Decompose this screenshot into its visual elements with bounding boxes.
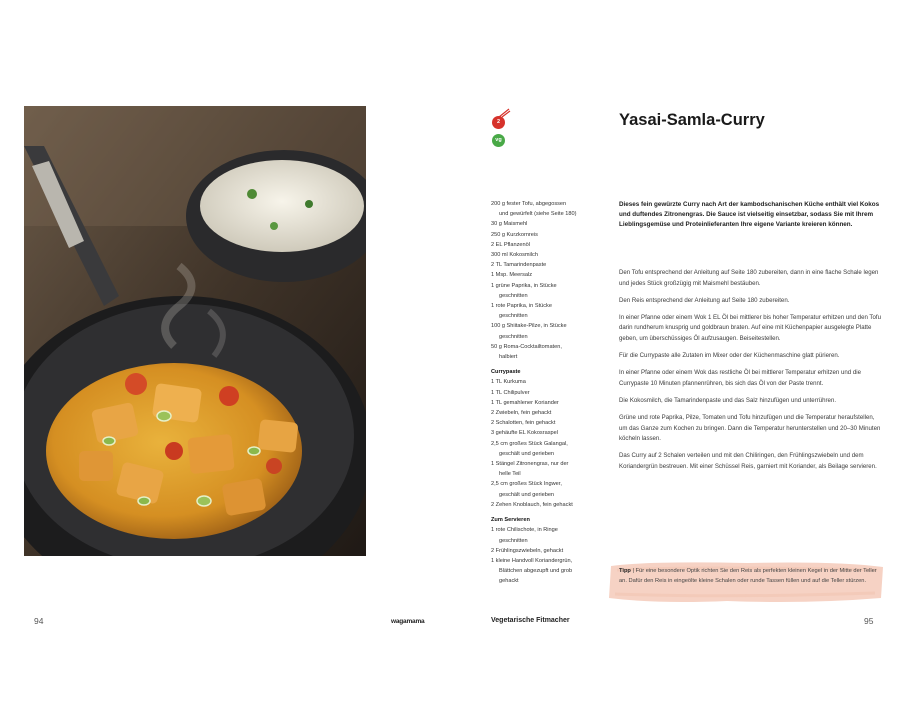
ingredient-line: 1 Msp. Meersalz [491, 272, 533, 279]
serve-heading: Zum Servieren [491, 517, 530, 524]
paste-line: 1 TL Chilipulver [491, 389, 530, 396]
paste-line: 2 Schalotten, fein gehackt [491, 420, 556, 427]
tip-separator: | [632, 568, 634, 574]
tip-text-block [619, 566, 877, 586]
ingredient-line: geschnitten [499, 292, 528, 299]
ingredient-line: geschnitten [499, 333, 528, 340]
method-step: Das Curry auf 2 Schalen verteilen und mit den Chiliringen, den Frühlingszwiebeln und dem Koriandergrün bestreuen. Mit einer Schüssel Reis, garniert mit Koriander, als Beilage servieren. [619, 452, 877, 470]
method-step: Grüne und rote Paprika, Pilze, Tomaten und Tofu hinzufügen und die Temperatur heraufstellen, um das Ganze zum Kochen zu bringen. Dann die Temperatur herunterstellen und 20–30 Minuten köcheln lassen. [619, 413, 881, 443]
paste-line: geschält und gerieben [499, 491, 555, 498]
paste-line: 1 TL Kurkuma [491, 379, 526, 386]
vegan-badge: vg [492, 134, 505, 147]
ingredient-line: 30 g Maismehl [491, 221, 528, 228]
ingredient-line: 250 g Kurzkornreis [491, 231, 538, 238]
serve-line: geschnitten [499, 537, 528, 544]
method-steps [619, 268, 881, 479]
recipe-intro: Dieses fein gewürzte Curry nach Art der kambodschanischen Küche enthält viel Kokos und duftendes Zitronengras. Die Sauce ist vielseitig einsetzbar, sodass Sie mit Ihrem Lieblingsgemüse und Proteinlieferanten Ihre eigene Variante kreieren können. [619, 201, 880, 229]
spice-level-badge: 2 [492, 116, 505, 129]
serve-line: 1 kleine Handvoll Koriandergrün, [491, 557, 573, 564]
ingredient-line: 2 TL Tamarindenpaste [491, 262, 547, 269]
method-step: Für die Currypaste alle Zutaten im Mixer oder der Küchenmaschine glatt pürieren. [619, 352, 840, 360]
page-number-left: 94 [34, 616, 44, 626]
tip-box [607, 560, 885, 605]
method-step: Den Reis entsprechend der Anleitung auf Seite 180 zubereiten. [619, 296, 790, 304]
tip-text: Für eine besondere Optik richten Sie den Reis als perfekten kleinen Kegel in der Mitte der Teller an. Dafür den Reis in eingeölte kleine Schalen oder runde Tassen füllen und auf die Teller stürzen. [619, 568, 877, 584]
ingredient-line: und gewürfelt (siehe Seite 180) [499, 211, 577, 218]
tip-label: Tipp [619, 568, 631, 574]
ingredient-line: 1 grüne Paprika, in Stücke [491, 282, 557, 289]
serve-line: 2 Frühlingszwiebeln, gehackt [491, 547, 564, 554]
recipe-title: Yasai-Samla-Curry [619, 111, 765, 129]
method-step: In einer Pfanne oder einem Wok das restliche Öl bei mittlerer Temperatur erhitzen und die Currypaste 10 Minuten pfannenrühren, bis sich das Öl von der Paste trennt. [619, 369, 861, 387]
ingredient-line: 2 EL Pflanzenöl [491, 241, 530, 248]
curry-photo-illustration [24, 106, 366, 556]
curry-wok-photo [24, 106, 366, 556]
method-step: In einer Pfanne oder einem Wok 1 EL Öl bei mittlerer bis hoher Temperatur erhitzen und den Tofu darin rundherum knusprig und goldbraun braten. Auf eine mit Küchenpapier ausgelegte Platte geben, um überschüssiges Öl aufzusaugen. Beiseitestellen. [619, 313, 881, 342]
page-number-right: 95 [864, 616, 874, 626]
currypaste-heading: Currypaste [491, 369, 521, 376]
paste-line: 1 Stängel Zitronengras, nur der [491, 461, 569, 468]
brand-logo: wagamama [391, 618, 425, 625]
paste-line: 2 Zwiebeln, fein gehackt [491, 410, 552, 417]
ingredient-line: halbiert [499, 354, 518, 361]
ingredient-list [491, 199, 601, 587]
paste-line: 1 TL gemahlener Koriander [491, 399, 559, 406]
paste-line: helle Teil [499, 471, 521, 478]
ingredient-line: 300 ml Kokosmilch [491, 252, 538, 259]
method-step: Die Kokosmilch, die Tamarindenpaste und das Salz hinzufügen und unterrühren. [619, 396, 837, 404]
serve-line: gehackt [499, 578, 519, 585]
serve-line: Blättchen abgezupft und grob [499, 568, 573, 575]
paste-line: 2,5 cm großes Stück Galangal, [491, 440, 568, 447]
method-step: Den Tofu entsprechend der Anleitung auf Seite 180 zubereiten, dann in eine flache Schale legen und jedes Stück großzügig mit Maismehl bestäuben. [619, 269, 879, 287]
paste-line: 2,5 cm großes Stück Ingwer, [491, 481, 562, 488]
ingredient-line: 100 g Shiitake-Pilze, in Stücke [491, 323, 567, 330]
serve-line: 1 rote Chilischote, in Ringe [491, 527, 558, 534]
paste-line: geschält und gerieben [499, 450, 555, 457]
ingredient-line: 50 g Roma-Cocktailtomaten, [491, 343, 562, 350]
paste-line: 2 Zehen Knoblauch, fein gehackt [491, 501, 573, 508]
running-title: Vegetarische Fitmacher [491, 617, 570, 624]
ingredient-line: geschnitten [499, 313, 528, 320]
paste-line: 3 gehäufte EL Kokosraspel [491, 430, 558, 437]
ingredient-line: 1 rote Paprika, in Stücke [491, 303, 552, 310]
ingredient-line: 200 g fester Tofu, abgegossen [491, 201, 567, 207]
